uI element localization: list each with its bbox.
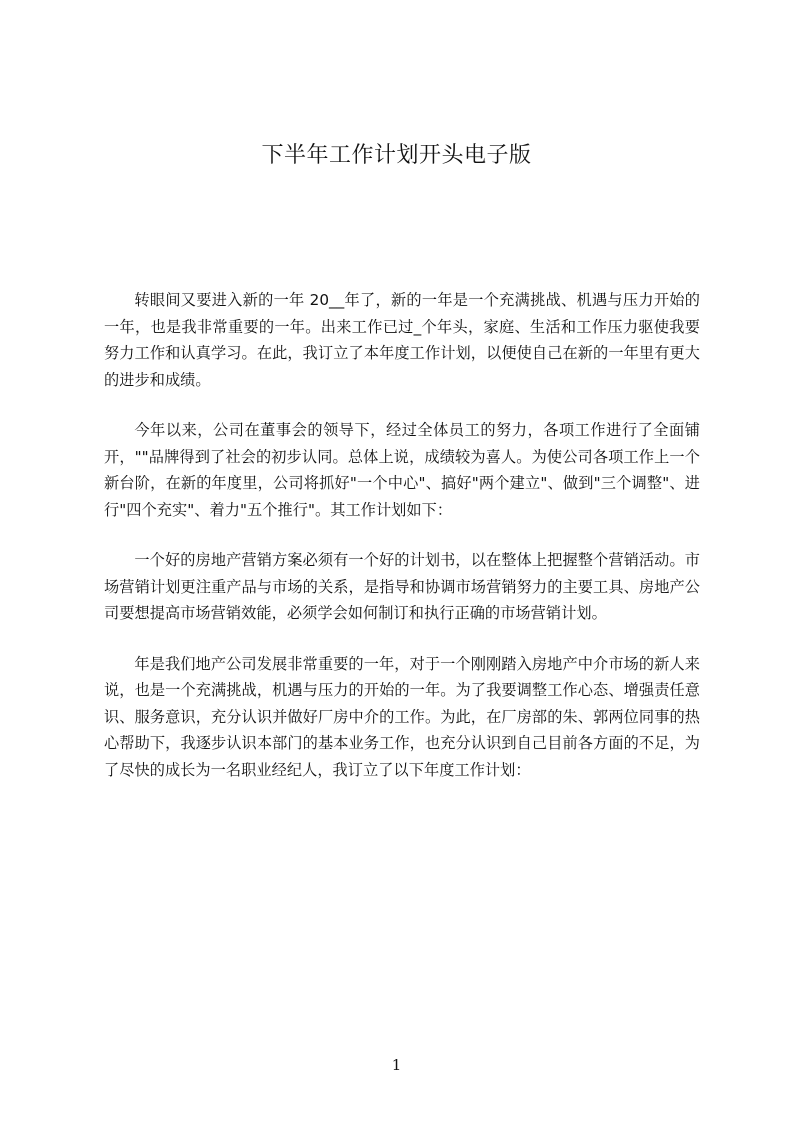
paragraph-2: 今年以来，公司在董事会的领导下，经过全体员工的努力，各项工作进行了全面铺开，""品牌得到了社会的初步认同。总体上说，成绩较为喜人。为使公司各项工作上一个新台阶，在新的年度里，公司将抓好"一个中心"、搞好"两个建立"、做到"三个调整"、进行"四个充实"、着力"五个推行"。其工作计划如下：: [104, 421, 700, 519]
document-title: 下半年工作计划开头电子版: [261, 143, 532, 168]
paragraph-1: 转眼间又要进入新的一年 20__年了，新的一年是一个充满挑战、机遇与压力开始的一年，也是我非常重要的一年。出来工作已过_个年头，家庭、生活和工作压力驱使我要努力工作和认真学习。在此，我订立了本年度工作计划，以便使自己在新的一年里有更大的进步和成绩。: [104, 291, 700, 389]
paragraph-4: 年是我们地产公司发展非常重要的一年，对于一个刚刚踏入房地产中介市场的新人来说，也是一个充满挑战，机遇与压力的开始的一年。为了我要调整工作心态、增强责任意识、服务意识，充分认识并做好厂房中介的工作。为此，在厂房部的朱、郭两位同事的热心帮助下，我逐步认识本部门的基本业务工作，也充分认识到自己目前各方面的不足，为了尽快的成长为一名职业经纪人，我订立了以下年度工作计划：: [104, 654, 700, 779]
paragraph-3: 一个好的房地产营销方案必须有一个好的计划书，以在整体上把握整个营销活动。市场营销计划更注重产品与市场的关系，是指导和协调市场营销努力的主要工具、房地产公司要想提高市场营销效能，必须学会如何制订和执行正确的市场营销计划。: [104, 551, 700, 622]
document-body: [104, 287, 700, 807]
page-number: 1: [391, 1056, 402, 1074]
